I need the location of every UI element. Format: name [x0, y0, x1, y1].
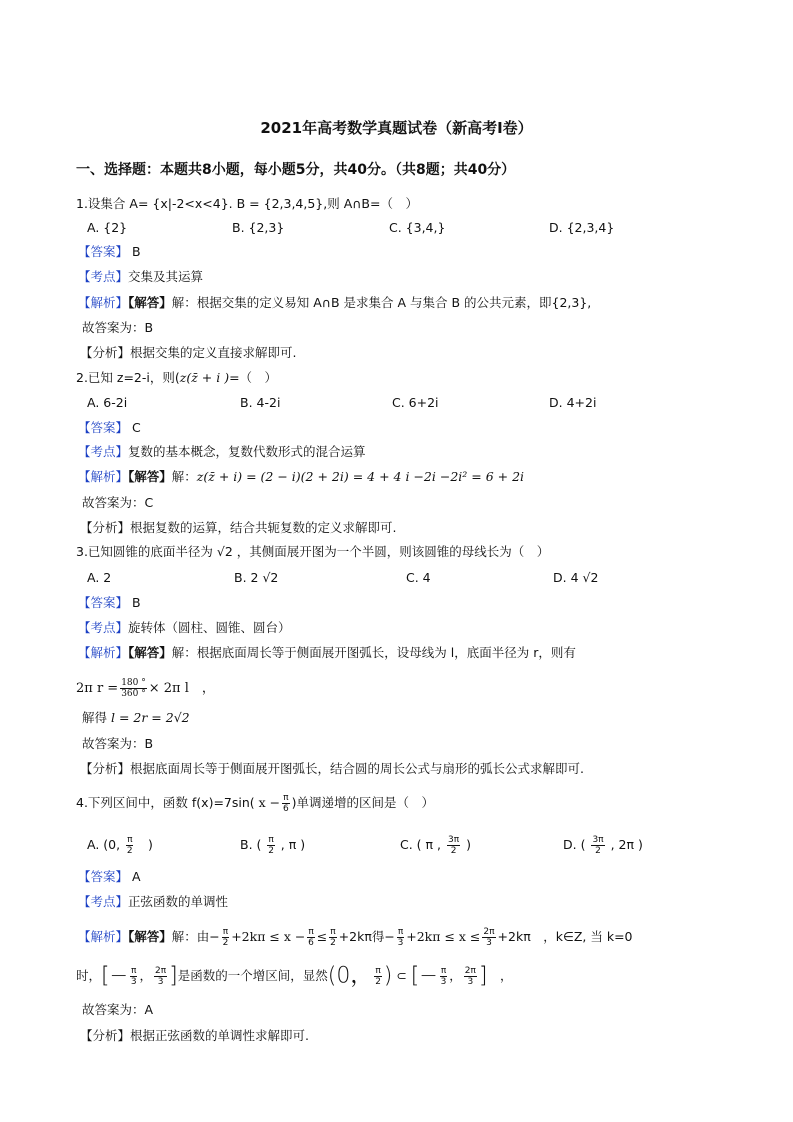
- fraction-numerator: π: [131, 966, 137, 976]
- review-text: 根据交集的定义直接求解即可.: [130, 345, 297, 360]
- answer-value: C: [132, 420, 141, 435]
- fraction-numerator: 2π: [154, 966, 167, 976]
- answer-value: A: [132, 869, 141, 884]
- solve-label: 【解答】: [128, 295, 172, 310]
- solve-label: 【解答】: [128, 469, 172, 484]
- q2-option-c: C. 6+2i: [392, 395, 439, 410]
- fraction-numerator: π: [283, 793, 289, 803]
- point-label: 【考点】: [78, 269, 129, 284]
- point-label: 【考点】: [78, 444, 129, 459]
- stem-text: 4.下列区间中，函数 f(x)=7sin(: [76, 795, 255, 810]
- q3-point: [78, 619, 291, 637]
- math-text: +2kπ ≤ x −: [231, 929, 306, 944]
- solve-label: 【解答】: [128, 929, 172, 944]
- fraction-denominator: 3: [397, 938, 404, 948]
- formula-part: 2π r =: [76, 681, 119, 696]
- solution-math: z(z̄ + i) = (2 − i)(2 + 2i) = 4 + 4 i −2i −2i² = 6 + 2i: [196, 469, 525, 484]
- review-label: 【分析】: [80, 520, 131, 535]
- q2-final: 故答案为：C: [82, 495, 154, 510]
- math-text: +2kπ ≤ x ≤: [406, 929, 481, 944]
- fraction-denominator: 2: [375, 977, 381, 987]
- analysis-label: 【解析】: [78, 645, 129, 660]
- q2-review: [80, 519, 397, 537]
- solution-text: 解：: [171, 469, 197, 484]
- fraction-denominator: 3: [486, 938, 492, 948]
- answer-label: 【答案】: [78, 595, 129, 610]
- q3-formula: [76, 678, 215, 699]
- q2-answer: [78, 419, 141, 437]
- review-text: 根据复数的运算，结合共轭复数的定义求解即可.: [130, 520, 397, 535]
- q3-option-a: A. 2: [87, 570, 112, 585]
- q1-final: 故答案为：B: [82, 320, 154, 335]
- q2-option-d: D. 4+2i: [549, 395, 597, 410]
- point-text: 复数的基本概念，复数代数形式的混合运算: [128, 444, 366, 459]
- bracket: ]: [478, 963, 488, 989]
- fraction-numerator: 180 °: [121, 678, 146, 688]
- q1-solution: [78, 294, 591, 312]
- q3-derivation: [82, 709, 190, 727]
- q4-option-b: [240, 835, 305, 856]
- derive-math: l = 2r = 2√2: [110, 710, 190, 725]
- q1-point: [78, 268, 203, 286]
- analysis-label: 【解析】: [78, 295, 129, 310]
- point-text: 交集及其运算: [128, 269, 204, 284]
- review-label: 【分析】: [80, 345, 131, 360]
- q2-point: [78, 443, 366, 461]
- option-text: , 2π ): [606, 837, 643, 852]
- fraction-denominator: 6: [283, 804, 289, 814]
- q3-review: [80, 760, 584, 778]
- formula-part: × 2π l ，: [148, 681, 215, 696]
- q3-answer: [78, 594, 141, 612]
- review-text: 根据正弦函数的单调性求解即可.: [130, 1028, 309, 1043]
- fraction-denominator: 3: [440, 977, 447, 987]
- option-text: D. (: [563, 837, 590, 852]
- fraction-denominator: 2: [450, 846, 457, 856]
- fraction-denominator: 360 °: [121, 689, 146, 699]
- option-text: ): [135, 837, 153, 852]
- fraction-numerator: π: [127, 835, 133, 845]
- q2-solution: [78, 468, 524, 486]
- fraction-numerator: 2π: [464, 966, 476, 976]
- bracket: [−: [101, 963, 129, 989]
- stem-text: =（ ）: [229, 370, 278, 385]
- fraction-numerator: π: [397, 927, 404, 937]
- stem-text: )单调递增的区间是（ ）: [291, 795, 434, 810]
- fraction-numerator: 3π: [447, 835, 460, 845]
- fraction-denominator: 2: [330, 938, 336, 948]
- analysis-label: 【解析】: [78, 929, 129, 944]
- point-text: 正弦函数的单调性: [128, 894, 229, 909]
- fraction-numerator: π: [375, 966, 381, 976]
- math-text: 时，: [76, 968, 102, 983]
- solution-text: 解：根据底面周长等于侧面展开图弧长，设母线为 l，底面半径为 r，则有: [171, 645, 576, 660]
- q4-solution: [78, 927, 633, 948]
- q3-stem: 3.已知圆锥的底面半径为 √2 ，其侧面展开图为一个半圆，则该圆锥的母线长为（ ）: [76, 544, 550, 559]
- review-text: 根据底面周长等于侧面展开图弧长，结合圆的周长公式与扇形的弧长公式求解即可.: [130, 761, 584, 776]
- fraction-denominator: 6: [308, 938, 314, 948]
- q3-option-b: B. 2 √2: [234, 570, 279, 585]
- q3-final: 故答案为：B: [82, 736, 154, 751]
- math-text: ，: [487, 968, 513, 983]
- fraction-denominator: 3: [467, 977, 474, 987]
- q2-option-a: A. 6-2i: [87, 395, 128, 410]
- q4-stem: [76, 793, 434, 814]
- answer-value: B: [132, 244, 141, 259]
- math-text: ⊂: [392, 968, 411, 983]
- page-title: 2021年高考数学真题试卷（新高考Ⅰ卷）: [260, 119, 533, 137]
- answer-label: 【答案】: [78, 244, 129, 259]
- q4-option-c: [400, 835, 471, 856]
- option-text: A. (0,: [87, 837, 125, 852]
- review-label: 【分析】: [80, 761, 131, 776]
- fraction-numerator: π: [308, 927, 314, 937]
- fraction-denominator: 3: [130, 977, 137, 987]
- option-text: B. (: [240, 837, 266, 852]
- answer-label: 【答案】: [78, 869, 129, 884]
- math-text: ，: [449, 968, 462, 983]
- fraction-numerator: 3π: [592, 835, 604, 845]
- q4-solution-cont: [76, 963, 513, 989]
- q4-review: [80, 1027, 309, 1045]
- q1-answer: [78, 243, 141, 261]
- solution-text: 解：根据交集的定义易知 A∩B 是求集合 A 与集合 B 的公共元素，即{2,3},: [171, 295, 592, 310]
- bracket: ]: [169, 963, 178, 989]
- option-text: ): [462, 837, 471, 852]
- fraction-numerator: π: [330, 927, 336, 937]
- fraction-numerator: π: [440, 966, 447, 976]
- q3-option-c: C. 4: [406, 570, 431, 585]
- math-text: ≤: [316, 929, 328, 944]
- section-heading: 一、选择题：本题共8小题，每小题5分，共40分。（共8题；共40分）: [76, 162, 516, 178]
- q4-point: [78, 893, 228, 911]
- point-label: 【考点】: [78, 894, 129, 909]
- math-text: +2kπ得−: [338, 929, 395, 944]
- fraction-denominator: 2: [126, 846, 133, 856]
- fraction-denominator: 2: [268, 846, 274, 856]
- q3-option-d: D. 4 √2: [553, 570, 599, 585]
- q1-option-d: D. {2,3,4}: [549, 220, 615, 235]
- stem-text: 2.已知 z=2-i，则(: [76, 370, 180, 385]
- stem-math: z(z̄ + i ): [179, 370, 230, 385]
- fraction-numerator: 2π: [483, 927, 495, 937]
- answer-value: B: [132, 595, 141, 610]
- solve-label: 【解答】: [128, 645, 172, 660]
- q4-answer: [78, 868, 141, 886]
- point-text: 旋转体（圆柱、圆锥、圆台）: [128, 620, 291, 635]
- q1-review: [80, 344, 297, 362]
- math-text: 是函数的一个增区间，显然: [177, 968, 328, 983]
- option-text: , π ): [276, 837, 306, 852]
- bracket: [−: [410, 963, 438, 989]
- fraction-denominator: 2: [595, 846, 601, 856]
- q1-stem: 1.设集合 A= {x|-2<x<4}. B = {2,3,4,5},则 A∩B=（ ）: [76, 196, 418, 211]
- analysis-label: 【解析】: [78, 469, 129, 484]
- review-label: 【分析】: [80, 1028, 131, 1043]
- point-label: 【考点】: [78, 620, 129, 635]
- stem-math: x −: [258, 795, 281, 810]
- bracket: (0，: [327, 963, 373, 989]
- q2-stem: [76, 369, 277, 387]
- q4-option-d: [563, 835, 643, 856]
- option-text: C. ( π ,: [400, 837, 445, 852]
- math-text: +2kπ ，k∈Z, 当 k=0: [497, 929, 633, 944]
- q3-solution: [78, 644, 576, 662]
- q4-final: 故答案为：A: [82, 1002, 154, 1017]
- q4-option-a: [87, 835, 153, 856]
- q2-option-b: B. 4-2i: [240, 395, 281, 410]
- derive-text: 解得: [82, 710, 111, 725]
- fraction-numerator: π: [222, 927, 229, 937]
- bracket: ): [383, 963, 393, 989]
- fraction-denominator: 2: [222, 938, 229, 948]
- math-text: ，: [139, 968, 152, 983]
- math-text: 解：由−: [171, 929, 220, 944]
- q1-option-b: B. {2,3}: [232, 220, 285, 235]
- fraction-denominator: 3: [157, 977, 164, 987]
- q1-option-a: A. {2}: [87, 220, 128, 235]
- fraction-numerator: π: [268, 835, 274, 845]
- answer-label: 【答案】: [78, 420, 129, 435]
- q1-option-c: C. {3,4,}: [389, 220, 446, 235]
